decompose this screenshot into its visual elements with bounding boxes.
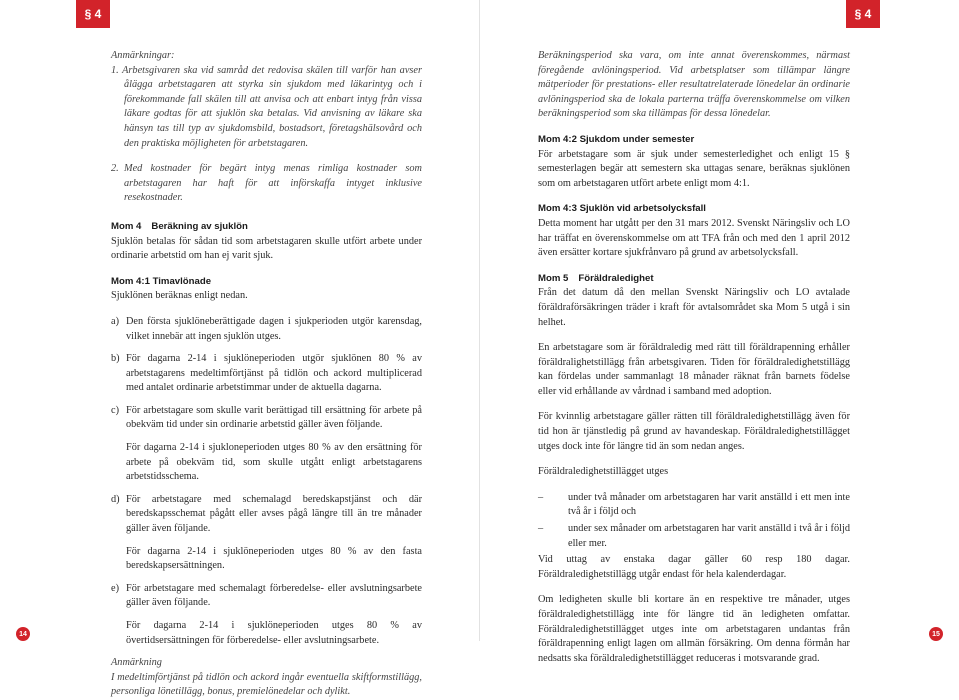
item-letter: c) xyxy=(111,404,119,416)
paragraph-5: Om ledigheten skulle bli kortare än en respektive tre månader, utges föräldraledighetstillägg inte för längre tid än ledigheten omfattar. Föräldraledighetstillägget utges inte om arbetstagaren undantas från föräldrapenning enligt lagen om allmän försäkring. Om denna förmån har nedsatts ska föräldraledighetstillägget reduceras i motsvarande grad. xyxy=(538,594,850,664)
paragraph-2: För kvinnlig arbetstagare gäller rätten till föräldraledighetstillägg även för tid hon är tjänstledig på grund av havandeskap. Föräldraledighetstillägget utges dock inte för längre tid än som nedan anges. xyxy=(538,411,850,452)
mom5-label: Mom 5 xyxy=(538,272,569,284)
note-2-text: Med kostnader för begärt intyg menas rimliga kostnader som arbetstagaren har haft för att införskaffa intyget inklusive resekostnader. xyxy=(124,163,422,204)
note-2-number: 2. xyxy=(111,163,119,175)
mom43-text: Detta moment har utgått per den 31 mars 2012. Svenskt Näringsliv och LO har träffat en överenskommelse om att TFA från och med den 1 april 2012 även ersätter kortare sjukfrånvaro på grund av arbetsolycksfall. xyxy=(538,217,850,259)
note-2 xyxy=(111,162,422,206)
dash-bullet: – xyxy=(538,523,544,535)
mom4-heading xyxy=(111,220,422,235)
dash-item-2 xyxy=(538,522,850,551)
item-letter: d) xyxy=(111,493,120,505)
dash-item-text: under sex månader om arbetstagaren har varit anställd i två år i följd eller mer. xyxy=(568,523,850,549)
mom42-heading: Mom 4:2 Sjukdom under semester xyxy=(538,133,695,145)
item-d xyxy=(111,493,422,574)
mom5-title: Föräldraledighet xyxy=(578,272,654,284)
item-a xyxy=(111,315,422,344)
item-letter: b) xyxy=(111,353,120,365)
item-b xyxy=(111,352,422,396)
item-text: Den första sjuklöneberättigade dagen i sjukperioden utgör karensdag, vilket innebär att ingen sjuklön utges. xyxy=(126,315,422,342)
section-tab-left xyxy=(76,0,110,28)
dash-bullet: – xyxy=(538,491,544,503)
item-subtext: För dagarna 2-14 i sjuklöneperioden utges 80 % av den fasta beredskapsersättningen. xyxy=(126,545,422,572)
dash-item-1 xyxy=(538,491,850,520)
item-text: För arbetstagare med schemalagt förberedelse- eller avslutningsarbete gäller även följande. xyxy=(126,582,422,609)
item-c xyxy=(111,404,422,485)
item-text: För arbetstagare som skulle varit berättigad till ersättning för arbete på obekväm tid under sin ordinarie arbetstid gäller även följande. xyxy=(126,404,422,431)
left-page xyxy=(0,0,479,698)
item-subtext: För dagarna 2-14 i sjuklöneperioden utges 80 % av övertidsersättningen för förberedelse- eller avslutningsarbete. xyxy=(126,620,422,646)
page-number-right: 15 xyxy=(929,627,943,641)
right-column xyxy=(538,49,850,666)
item-e xyxy=(111,582,422,648)
right-page xyxy=(480,0,959,664)
paragraph-1: En arbetstagare som är föräldraledig med rätt till föräldrapenning erhåller föräldralighetstillägg från arbetsgivaren. Tiden för föräldraledighetstillägg kan fördelas under sammanlagt 18 månader räknat från barnets födelse eller vid erhållande av vårdnad i samband med adoption. xyxy=(538,342,850,397)
mom41-heading: Mom 4:1 Timavlönade xyxy=(111,275,212,287)
section-label-left: § 4 xyxy=(84,7,102,21)
notes-title: Anmärkningar: xyxy=(111,50,175,61)
section-tab-right xyxy=(846,0,880,28)
item-letter: e) xyxy=(111,582,119,594)
mom4-title: Beräkning av sjuklön xyxy=(151,220,248,232)
mom41-text: Sjuklönen beräknas enligt nedan. xyxy=(111,290,248,302)
mom43-heading: Mom 4:3 Sjuklön vid arbetsolycksfall xyxy=(538,203,706,215)
note-1: 1. Arbetsgivaren ska vid samråd det redovisa skälen till varför han avser ålägga arbetstagaren att styrka sin sjukdom med läkarintyg och i förekommande fall skälen till att anvisa och att enbart intyg från vissa läkare godtas för att sjuklön ska betalas. Vid anvisning av läkare ska hänsyn tas till typ av sjukdomsbild, bostadsort, företagshälsovård och den praktiska möjligheten för arbetstagaren. xyxy=(111,64,422,149)
section-label-right: § 4 xyxy=(854,7,872,21)
left-column xyxy=(111,49,422,700)
mom42-text: För arbetstagare som är sjuk under semesterledighet och enligt 15 § semesterlagen begär att semestern ska uttagas senare, beräknas sjuklönen som om arbetstagaren utfört arbete enligt mom 4:1. xyxy=(538,148,850,189)
dash-item-text: under två månader om arbetstagaren har varit anställd i ett men inte två år i följd och xyxy=(568,491,850,518)
paragraph-4: Vid uttag av enstaka dagar gäller 60 resp 180 dagar. Föräldraledighetstillägg utgår endast för hela kalenderdagar. xyxy=(538,554,850,580)
mom5-heading xyxy=(538,272,850,287)
paragraph-3: Föräldraledighetstillägget utges xyxy=(538,466,669,478)
item-text: För arbetstagare med schemalagd beredskapstjänst och där beredskapsschemat pågått eller avses pågå längre till än tre månader gäller även följande. xyxy=(126,493,422,535)
mom5-text: Från det datum då den mellan Svenskt Näringsliv och LO avtalade föräldraförsäkringen träder i kraft för avtalsområdet ska Mom 5 utgå i sin helhet. xyxy=(538,287,850,328)
remark-title: Anmärkning xyxy=(111,657,162,669)
page-number-left: 14 xyxy=(16,627,30,641)
period-intro: Beräkningsperiod ska vara, om inte annat överenskommes, närmast föregående avlöningsperiod. Vid arbetsplatser som tillämpar längre mätperioder för prestations- eller resultatrelaterade lönedelar än ordinarie avlöningsperiod ska de lokala parterna träffa överenskommelse om vilken beräkningsperiod som ska tillämpas för dessa lönedelar. xyxy=(538,50,850,120)
remark-text: I medeltimförtjänst på tidlön och ackord ingår eventuella skiftformstillägg, personliga lönetillägg, bonus, premielönedelar och dylikt. xyxy=(111,671,422,698)
item-subtext: För dagarna 2-14 i sjukloneperioden utges 80 % av den ersättning för arbete på obekväm tid, som skulle utgått enligt arbetstagarens arbetstidsschema. xyxy=(126,442,422,483)
mom4-label: Mom 4 xyxy=(111,220,142,232)
item-text: För dagarna 2-14 i sjuklöneperioden utgör sjuklönen 80 % av arbetstagarens medeltimförtjänst på tidlön och ackord multiplicerad med antalet ordinarie arbetstimmar under de aktuella dagarna. xyxy=(126,353,422,394)
item-letter: a) xyxy=(111,315,119,327)
mom4-text: Sjuklön betalas för sådan tid som arbetstagaren skulle utfört arbete under ordinarie arbetstid om han ej varit sjuk. xyxy=(111,235,422,262)
